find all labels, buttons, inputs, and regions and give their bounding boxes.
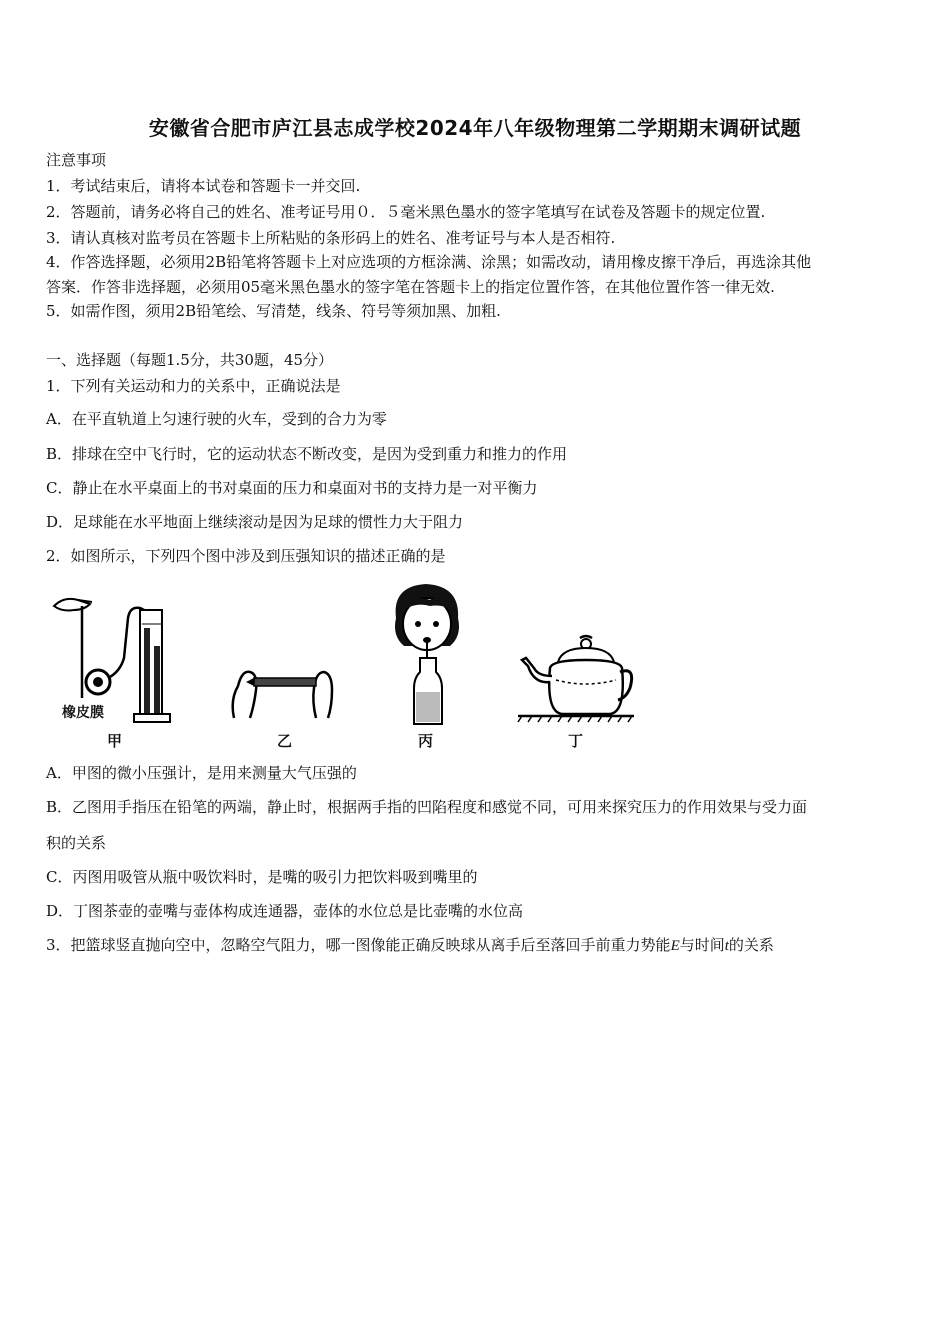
figure-caption-yi: 乙 <box>277 732 293 750</box>
q3-stem-part: 3．把篮球竖直抛向空中，忽略空气阻力，哪一图像能正确反映球从离手后至落回手前重力势能 <box>46 936 671 954</box>
q2-option-c: C．丙图用吸管从瓶中吸饮料时，是嘴的吸引力把饮料吸到嘴里的 <box>46 868 478 886</box>
page-title: 安徽省合肥市庐江县志成学校2024年八年级物理第二学期期末调研试题 <box>148 116 802 140</box>
q2-option-b: B．乙图用手指压在铅笔的两端，静止时，根据两手指的凹陷程度和感觉不同，可用来探究压力的作用效果与受力面 <box>46 798 808 816</box>
figure-caption-ding: 丁 <box>568 732 584 750</box>
figure-caption-bing: 丙 <box>418 732 434 750</box>
q2-option-d: D．丁图茶壶的壶嘴与壶体构成连通器，壶体的水位总是比壶嘴的水位高 <box>46 902 524 920</box>
section-heading: 一、选择题（每题1.5分，共30题，45分） <box>46 351 334 369</box>
q1-option-d: D．足球能在水平地面上继续滚动是因为足球的惯性力大于阻力 <box>46 513 464 531</box>
note-item: 5．如需作图，须用2B铅笔绘、写清楚，线条、符号等须加黑、加粗. <box>46 302 501 320</box>
q2-option-a: A．甲图的微小压强计，是用来测量大气压强的 <box>46 764 357 782</box>
q3-stem-part: 的关系 <box>728 936 774 954</box>
q1-option-c: C．静止在水平桌面上的书对桌面的压力和桌面对书的支持力是一对平衡力 <box>46 479 538 497</box>
q3-var-t: t <box>724 938 729 954</box>
question-1-stem: 1．下列有关运动和力的关系中，正确说法是 <box>46 377 341 395</box>
membrane-label: 橡皮膜 <box>62 705 104 721</box>
note-item: 2．答题前，请务必将自己的姓名、准考证号用０．５毫米黑色墨水的签字笔填写在试卷及答题卡的规定位置. <box>46 203 766 221</box>
q2-option-b-cont: 积的关系 <box>46 834 107 852</box>
note-item: 4．作答选择题，必须用2B铅笔将答题卡上对应选项的方框涂满、涂黑；如需改动，请用橡皮擦干净后，再选涂其他 <box>46 253 812 271</box>
note-item: 1．考试结束后，请将本试卷和答题卡一并交回. <box>46 177 361 195</box>
q3-var-e: E <box>670 938 680 954</box>
pencil-fingers-figure <box>228 660 340 722</box>
question-2-stem: 2．如图所示，下列四个图中涉及到压强知识的描述正确的是 <box>46 547 446 565</box>
teapot-figure <box>516 632 636 728</box>
note-item: 3．请认真核对监考员在答题卡上所粘贴的条形码上的姓名、准考证号与本人是否相符. <box>46 229 616 247</box>
q1-option-a: A．在平直轨道上匀速行驶的火车，受到的合力为零 <box>46 410 387 428</box>
girl-straw-figure <box>386 580 468 728</box>
figure-caption-jia: 甲 <box>107 732 123 750</box>
note-item: 答案．作答非选择题，必须用05毫米黑色墨水的签字笔在答题卡上的指定位置作答，在其他位置作答一律无效. <box>46 278 775 296</box>
notes-heading: 注意事项 <box>46 151 107 169</box>
q1-option-b: B．排球在空中飞行时，它的运动状态不断改变，是因为受到重力和推力的作用 <box>46 445 568 463</box>
question-3-stem <box>46 935 774 956</box>
q3-stem-part: 与时间 <box>679 936 725 954</box>
